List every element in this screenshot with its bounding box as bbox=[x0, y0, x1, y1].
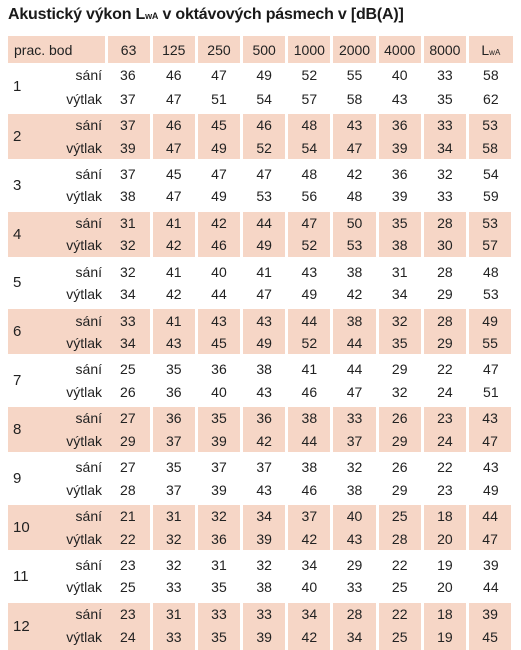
value-cell: 24 bbox=[437, 383, 453, 400]
value-cell: 37 bbox=[120, 90, 136, 107]
value-cell: 40 bbox=[196, 259, 241, 283]
header-freq-125: 125 bbox=[151, 36, 196, 63]
value-cell: 42 bbox=[151, 234, 196, 258]
value-cell: 26 bbox=[120, 383, 136, 400]
table-row bbox=[8, 283, 513, 307]
table-row bbox=[8, 552, 513, 576]
suction-label: sání bbox=[44, 405, 106, 429]
value-cell: 42 bbox=[332, 161, 377, 185]
value-cell: 38 bbox=[287, 454, 332, 478]
value-cell: 47 bbox=[256, 286, 272, 303]
value-cell: 43 bbox=[196, 307, 241, 331]
value-cell: 38 bbox=[346, 481, 363, 498]
table-row bbox=[8, 63, 513, 87]
value-cell: 33 bbox=[106, 307, 151, 331]
value-cell: 57 bbox=[301, 90, 318, 107]
value-cell: 45 bbox=[151, 161, 196, 185]
value-cell: 35 bbox=[211, 579, 227, 596]
value-cell: 34 bbox=[120, 286, 136, 303]
value-cell: 32 bbox=[332, 454, 377, 478]
value-cell: 47 bbox=[151, 136, 196, 160]
operating-point-number: 7 bbox=[8, 356, 44, 405]
value-cell: 35 bbox=[377, 210, 422, 234]
table-row bbox=[8, 576, 513, 600]
total-lwa-cell: 62 bbox=[483, 90, 499, 107]
operating-point-number: 2 bbox=[8, 112, 44, 161]
table-row bbox=[8, 356, 513, 380]
value-cell: 36 bbox=[377, 161, 422, 185]
total-lwa-cell: 44 bbox=[483, 579, 499, 596]
total-lwa-cell: 58 bbox=[483, 67, 499, 84]
value-cell: 21 bbox=[106, 503, 151, 527]
value-cell: 36 bbox=[242, 405, 287, 429]
header-freq-500: 500 bbox=[242, 36, 287, 63]
total-lwa-cell: 51 bbox=[483, 383, 499, 400]
suction-label: sání bbox=[44, 259, 106, 283]
suction-label: sání bbox=[75, 67, 102, 84]
value-cell: 39 bbox=[391, 188, 408, 205]
value-cell: 23 bbox=[106, 601, 151, 625]
value-cell: 22 bbox=[106, 527, 151, 551]
value-cell: 44 bbox=[332, 356, 377, 380]
suction-label: sání bbox=[44, 503, 106, 527]
value-cell: 37 bbox=[106, 161, 151, 185]
suction-label: sání bbox=[44, 161, 106, 185]
total-lwa-cell: 45 bbox=[468, 625, 513, 649]
table-row bbox=[8, 185, 513, 209]
suction-label: sání bbox=[44, 454, 106, 478]
value-cell: 47 bbox=[287, 210, 332, 234]
value-cell: 41 bbox=[242, 259, 287, 283]
value-cell: 52 bbox=[242, 136, 287, 160]
value-cell: 56 bbox=[301, 188, 318, 205]
suction-label: sání bbox=[44, 552, 106, 576]
title-prefix: Akustický výkon L bbox=[8, 6, 146, 23]
value-cell: 28 bbox=[120, 481, 136, 498]
operating-point-number: 3 bbox=[8, 161, 44, 210]
value-cell: 47 bbox=[211, 67, 227, 84]
value-cell: 32 bbox=[391, 383, 408, 400]
operating-point-number: 8 bbox=[8, 405, 44, 454]
discharge-label: výtlak bbox=[66, 286, 102, 303]
value-cell: 47 bbox=[165, 188, 182, 205]
value-cell: 49 bbox=[196, 136, 241, 160]
value-cell: 28 bbox=[332, 601, 377, 625]
value-cell: 38 bbox=[287, 405, 332, 429]
header-total-sub: wA bbox=[489, 47, 501, 57]
value-cell: 35 bbox=[196, 625, 241, 649]
value-cell: 37 bbox=[106, 112, 151, 136]
value-cell: 32 bbox=[196, 503, 241, 527]
value-cell: 31 bbox=[196, 552, 241, 576]
discharge-label: výtlak bbox=[66, 188, 102, 205]
value-cell: 52 bbox=[287, 234, 332, 258]
value-cell: 48 bbox=[346, 188, 363, 205]
value-cell: 39 bbox=[106, 136, 151, 160]
value-cell: 34 bbox=[287, 552, 332, 576]
total-lwa-cell: 43 bbox=[468, 454, 513, 478]
value-cell: 33 bbox=[437, 188, 453, 205]
total-lwa-cell: 59 bbox=[483, 188, 499, 205]
value-cell: 36 bbox=[377, 112, 422, 136]
table-row bbox=[8, 454, 513, 478]
value-cell: 23 bbox=[437, 481, 453, 498]
value-cell: 36 bbox=[120, 67, 136, 84]
value-cell: 43 bbox=[391, 90, 408, 107]
table-row bbox=[8, 87, 513, 111]
table-row bbox=[8, 136, 513, 160]
value-cell: 40 bbox=[211, 383, 227, 400]
value-cell: 20 bbox=[437, 579, 453, 596]
value-cell: 34 bbox=[332, 625, 377, 649]
value-cell: 29 bbox=[377, 430, 422, 454]
discharge-label: výtlak bbox=[44, 625, 106, 649]
value-cell: 23 bbox=[106, 552, 151, 576]
value-cell: 33 bbox=[165, 579, 182, 596]
value-cell: 29 bbox=[377, 356, 422, 380]
value-cell: 46 bbox=[301, 383, 318, 400]
value-cell: 22 bbox=[422, 454, 467, 478]
value-cell: 38 bbox=[377, 234, 422, 258]
value-cell: 28 bbox=[422, 210, 467, 234]
value-cell: 42 bbox=[196, 210, 241, 234]
total-lwa-cell: 58 bbox=[468, 136, 513, 160]
table-row bbox=[8, 601, 513, 625]
value-cell: 44 bbox=[211, 286, 227, 303]
operating-point-number: 10 bbox=[8, 503, 44, 552]
value-cell: 52 bbox=[287, 332, 332, 356]
header-row bbox=[8, 36, 513, 63]
value-cell: 25 bbox=[377, 503, 422, 527]
table-row bbox=[8, 161, 513, 185]
sound-power-table bbox=[8, 36, 514, 650]
value-cell: 31 bbox=[106, 210, 151, 234]
operating-point-number: 5 bbox=[8, 259, 44, 308]
total-lwa-cell: 49 bbox=[483, 481, 499, 498]
header-freq-63: 63 bbox=[106, 36, 151, 63]
value-cell: 29 bbox=[106, 430, 151, 454]
value-cell: 41 bbox=[151, 307, 196, 331]
value-cell: 58 bbox=[346, 90, 363, 107]
value-cell: 32 bbox=[151, 527, 196, 551]
table-row bbox=[8, 527, 513, 551]
title-suffix: v oktávových pásmech v [dB(A)] bbox=[158, 6, 404, 23]
discharge-label: výtlak bbox=[44, 234, 106, 258]
value-cell: 45 bbox=[196, 112, 241, 136]
value-cell: 36 bbox=[196, 527, 241, 551]
operating-point-number: 4 bbox=[8, 210, 44, 259]
header-freq-250: 250 bbox=[196, 36, 241, 63]
value-cell: 34 bbox=[106, 332, 151, 356]
suction-label: sání bbox=[44, 601, 106, 625]
value-cell: 46 bbox=[196, 234, 241, 258]
suction-label: sání bbox=[44, 210, 106, 234]
operating-point-number: 12 bbox=[8, 601, 44, 650]
total-lwa-cell: 57 bbox=[468, 234, 513, 258]
value-cell: 44 bbox=[242, 210, 287, 234]
value-cell: 46 bbox=[165, 67, 182, 84]
operating-point-number: 9 bbox=[8, 454, 44, 503]
value-cell: 35 bbox=[377, 332, 422, 356]
header-total-lwa bbox=[468, 36, 513, 63]
value-cell: 31 bbox=[151, 601, 196, 625]
suction-label: sání bbox=[44, 112, 106, 136]
value-cell: 34 bbox=[391, 286, 408, 303]
value-cell: 37 bbox=[242, 454, 287, 478]
value-cell: 49 bbox=[211, 188, 227, 205]
value-cell: 38 bbox=[256, 579, 272, 596]
value-cell: 28 bbox=[422, 259, 467, 283]
discharge-label: výtlak bbox=[66, 383, 102, 400]
value-cell: 38 bbox=[242, 356, 287, 380]
value-cell: 47 bbox=[346, 383, 363, 400]
value-cell: 42 bbox=[242, 430, 287, 454]
table-row bbox=[8, 332, 513, 356]
table-row bbox=[8, 381, 513, 405]
header-total-main: L bbox=[481, 41, 490, 58]
value-cell: 24 bbox=[106, 625, 151, 649]
value-cell: 41 bbox=[287, 356, 332, 380]
value-cell: 42 bbox=[287, 625, 332, 649]
value-cell: 26 bbox=[377, 454, 422, 478]
value-cell: 25 bbox=[106, 356, 151, 380]
total-lwa-cell: 39 bbox=[468, 601, 513, 625]
title-subscript: wA bbox=[145, 11, 159, 21]
table-row bbox=[8, 430, 513, 454]
value-cell: 31 bbox=[377, 259, 422, 283]
value-cell: 43 bbox=[287, 259, 332, 283]
value-cell: 49 bbox=[242, 234, 287, 258]
total-lwa-cell: 44 bbox=[468, 503, 513, 527]
value-cell: 53 bbox=[256, 188, 272, 205]
value-cell: 38 bbox=[120, 188, 136, 205]
value-cell: 34 bbox=[422, 136, 467, 160]
value-cell: 37 bbox=[165, 481, 182, 498]
value-cell: 43 bbox=[332, 112, 377, 136]
value-cell: 33 bbox=[242, 601, 287, 625]
value-cell: 31 bbox=[151, 503, 196, 527]
value-cell: 22 bbox=[422, 356, 467, 380]
value-cell: 18 bbox=[422, 503, 467, 527]
value-cell: 36 bbox=[165, 383, 182, 400]
value-cell: 47 bbox=[332, 136, 377, 160]
value-cell: 49 bbox=[301, 286, 318, 303]
value-cell: 29 bbox=[422, 332, 467, 356]
value-cell: 22 bbox=[377, 552, 422, 576]
value-cell: 19 bbox=[422, 552, 467, 576]
value-cell: 37 bbox=[196, 454, 241, 478]
total-lwa-cell: 49 bbox=[468, 307, 513, 331]
total-lwa-cell: 47 bbox=[468, 356, 513, 380]
operating-point-number: 6 bbox=[8, 307, 44, 356]
discharge-label: výtlak bbox=[66, 90, 102, 107]
value-cell: 44 bbox=[287, 307, 332, 331]
header-freq-8000: 8000 bbox=[422, 36, 467, 63]
value-cell: 32 bbox=[242, 552, 287, 576]
value-cell: 46 bbox=[242, 112, 287, 136]
value-cell: 49 bbox=[242, 332, 287, 356]
value-cell: 32 bbox=[422, 161, 467, 185]
value-cell: 42 bbox=[165, 286, 182, 303]
table-row bbox=[8, 503, 513, 527]
value-cell: 32 bbox=[377, 307, 422, 331]
value-cell: 37 bbox=[287, 503, 332, 527]
value-cell: 32 bbox=[151, 552, 196, 576]
value-cell: 40 bbox=[301, 579, 318, 596]
value-cell: 35 bbox=[437, 90, 453, 107]
value-cell: 35 bbox=[151, 356, 196, 380]
value-cell: 35 bbox=[151, 454, 196, 478]
value-cell: 53 bbox=[332, 234, 377, 258]
table-row bbox=[8, 210, 513, 234]
value-cell: 33 bbox=[151, 625, 196, 649]
table-row bbox=[8, 112, 513, 136]
value-cell: 20 bbox=[422, 527, 467, 551]
page-title bbox=[8, 6, 404, 24]
value-cell: 19 bbox=[422, 625, 467, 649]
discharge-label: výtlak bbox=[44, 527, 106, 551]
total-lwa-cell: 53 bbox=[483, 286, 499, 303]
header-operating-point: prac. bod bbox=[8, 36, 106, 63]
value-cell: 45 bbox=[196, 332, 241, 356]
value-cell: 44 bbox=[287, 430, 332, 454]
value-cell: 47 bbox=[196, 161, 241, 185]
total-lwa-cell: 43 bbox=[468, 405, 513, 429]
value-cell: 51 bbox=[211, 90, 227, 107]
value-cell: 43 bbox=[256, 481, 272, 498]
table-row bbox=[8, 625, 513, 649]
value-cell: 46 bbox=[301, 481, 318, 498]
value-cell: 50 bbox=[332, 210, 377, 234]
value-cell: 29 bbox=[391, 481, 408, 498]
operating-point-number: 11 bbox=[8, 552, 44, 601]
value-cell: 23 bbox=[422, 405, 467, 429]
suction-label: sání bbox=[44, 356, 106, 380]
value-cell: 43 bbox=[242, 307, 287, 331]
value-cell: 43 bbox=[256, 383, 272, 400]
value-cell: 43 bbox=[332, 527, 377, 551]
value-cell: 33 bbox=[346, 579, 363, 596]
value-cell: 38 bbox=[332, 259, 377, 283]
value-cell: 37 bbox=[332, 430, 377, 454]
value-cell: 30 bbox=[422, 234, 467, 258]
value-cell: 39 bbox=[242, 527, 287, 551]
value-cell: 27 bbox=[106, 405, 151, 429]
operating-point-number: 1 bbox=[13, 77, 22, 95]
value-cell: 41 bbox=[151, 210, 196, 234]
value-cell: 32 bbox=[106, 234, 151, 258]
value-cell: 25 bbox=[391, 579, 408, 596]
total-lwa-cell: 39 bbox=[468, 552, 513, 576]
header-freq-4000: 4000 bbox=[377, 36, 422, 63]
discharge-label: výtlak bbox=[44, 136, 106, 160]
value-cell: 36 bbox=[151, 405, 196, 429]
value-cell: 54 bbox=[256, 90, 272, 107]
value-cell: 40 bbox=[332, 503, 377, 527]
value-cell: 55 bbox=[346, 67, 363, 84]
value-cell: 48 bbox=[287, 161, 332, 185]
value-cell: 42 bbox=[287, 527, 332, 551]
value-cell: 26 bbox=[377, 405, 422, 429]
table-row bbox=[8, 307, 513, 331]
table-row bbox=[8, 234, 513, 258]
value-cell: 43 bbox=[151, 332, 196, 356]
value-cell: 33 bbox=[437, 67, 453, 84]
value-cell: 39 bbox=[196, 430, 241, 454]
value-cell: 25 bbox=[120, 579, 136, 596]
value-cell: 35 bbox=[196, 405, 241, 429]
header-freq-1000: 1000 bbox=[287, 36, 332, 63]
total-lwa-cell: 48 bbox=[468, 259, 513, 283]
value-cell: 47 bbox=[165, 90, 182, 107]
value-cell: 46 bbox=[151, 112, 196, 136]
value-cell: 42 bbox=[346, 286, 363, 303]
value-cell: 41 bbox=[151, 259, 196, 283]
total-lwa-cell: 53 bbox=[468, 112, 513, 136]
value-cell: 44 bbox=[332, 332, 377, 356]
value-cell: 54 bbox=[287, 136, 332, 160]
total-lwa-cell: 54 bbox=[468, 161, 513, 185]
header-freq-2000: 2000 bbox=[332, 36, 377, 63]
value-cell: 49 bbox=[256, 67, 272, 84]
table-row bbox=[8, 259, 513, 283]
suction-label: sání bbox=[44, 307, 106, 331]
value-cell: 39 bbox=[211, 481, 227, 498]
table-body bbox=[8, 63, 513, 650]
value-cell: 33 bbox=[196, 601, 241, 625]
value-cell: 27 bbox=[106, 454, 151, 478]
value-cell: 47 bbox=[242, 161, 287, 185]
total-lwa-cell: 47 bbox=[468, 527, 513, 551]
value-cell: 34 bbox=[287, 601, 332, 625]
value-cell: 28 bbox=[377, 527, 422, 551]
value-cell: 24 bbox=[422, 430, 467, 454]
total-lwa-cell: 53 bbox=[468, 210, 513, 234]
discharge-label: výtlak bbox=[44, 332, 106, 356]
value-cell: 48 bbox=[287, 112, 332, 136]
value-cell: 52 bbox=[301, 67, 318, 84]
table-row bbox=[8, 405, 513, 429]
value-cell: 37 bbox=[151, 430, 196, 454]
value-cell: 33 bbox=[332, 405, 377, 429]
value-cell: 38 bbox=[332, 307, 377, 331]
value-cell: 34 bbox=[242, 503, 287, 527]
value-cell: 28 bbox=[422, 307, 467, 331]
total-lwa-cell: 55 bbox=[468, 332, 513, 356]
value-cell: 29 bbox=[437, 286, 453, 303]
value-cell: 40 bbox=[391, 67, 408, 84]
discharge-label: výtlak bbox=[44, 430, 106, 454]
value-cell: 39 bbox=[242, 625, 287, 649]
value-cell: 29 bbox=[332, 552, 377, 576]
value-cell: 25 bbox=[377, 625, 422, 649]
table-row bbox=[8, 478, 513, 502]
total-lwa-cell: 47 bbox=[468, 430, 513, 454]
value-cell: 39 bbox=[377, 136, 422, 160]
value-cell: 36 bbox=[196, 356, 241, 380]
discharge-label: výtlak bbox=[66, 579, 102, 596]
discharge-label: výtlak bbox=[66, 481, 102, 498]
value-cell: 18 bbox=[422, 601, 467, 625]
value-cell: 32 bbox=[106, 259, 151, 283]
value-cell: 33 bbox=[422, 112, 467, 136]
value-cell: 22 bbox=[377, 601, 422, 625]
